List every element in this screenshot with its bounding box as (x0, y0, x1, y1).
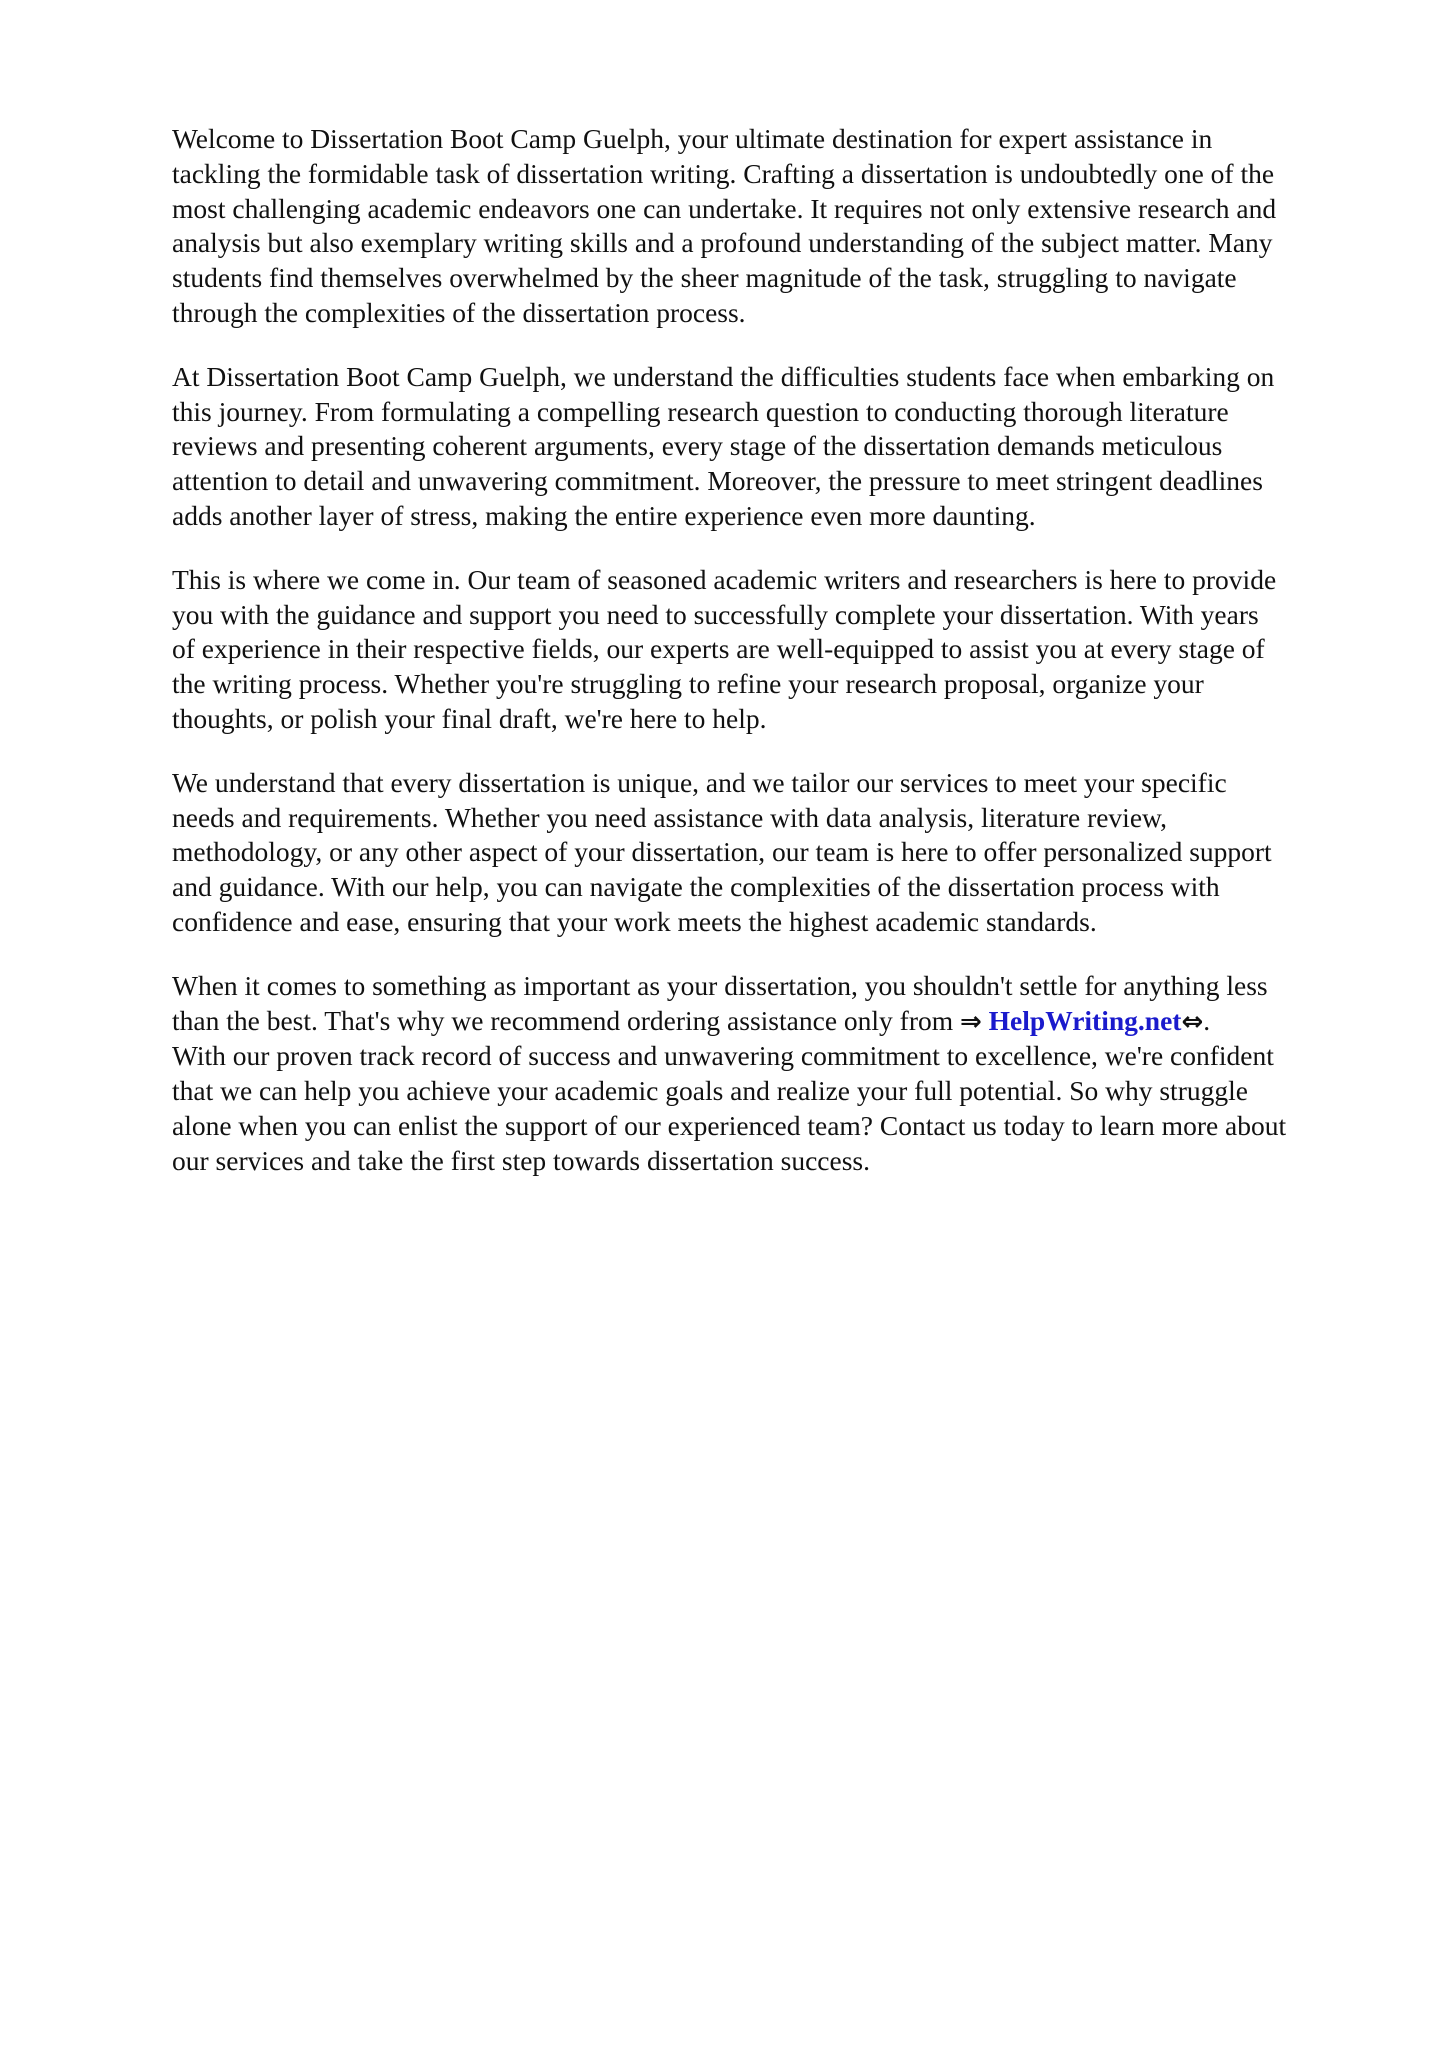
text-line: through the complexities of the dissertation process. (172, 296, 746, 328)
text-line: you with the guidance and support you need to successfully complete your dissertation. With years (172, 598, 1259, 630)
text-line: of experience in their respective fields, our experts are well-equipped to assist you at every stage of (172, 633, 1265, 665)
text-line: and guidance. With our help, you can navigate the complexities of the dissertation process with (172, 871, 1220, 903)
right-double-arrow-icon: ⇒ (960, 1006, 982, 1037)
text-line: most challenging academic endeavors one can undertake. It requires not only extensive research and (172, 192, 1277, 224)
text-line: our services and take the first step towards dissertation success. (172, 1144, 871, 1176)
helpwriting-link[interactable]: HelpWriting.net (988, 1004, 1182, 1036)
text-line: alone when you can enlist the support of our experienced team? Contact us today to learn more about (172, 1109, 1287, 1141)
text-line: methodology, or any other aspect of your dissertation, our team is here to offer personalized support (172, 836, 1272, 868)
paragraph-team (172, 563, 1372, 737)
text-line: analysis but also exemplary writing skills and a profound understanding of the subject matter. Many (172, 227, 1273, 259)
paragraph-intro (172, 122, 1372, 331)
text-segment: than the best. That's why we recommend ordering assistance only from (172, 1004, 960, 1036)
text-line: We understand that every dissertation is unique, and we tailor our services to meet your specific (172, 766, 1227, 798)
text-line: This is where we come in. Our team of seasoned academic writers and researchers is here to provide (172, 563, 1277, 595)
text-line: students find themselves overwhelmed by the sheer magnitude of the task, struggling to navigate (172, 262, 1237, 294)
text-line: confidence and ease, ensuring that your work meets the highest academic standards. (172, 905, 1097, 937)
paragraph-recommendation (172, 969, 1372, 1179)
text-line: needs and requirements. Whether you need assistance with data analysis, literature review, (172, 801, 1167, 833)
text-line: tackling the formidable task of dissertation writing. Crafting a dissertation is undoubtedly one of the (172, 157, 1275, 189)
text-line-with-link (172, 1004, 1372, 1040)
text-segment: . (1203, 1004, 1211, 1036)
text-line: At Dissertation Boot Camp Guelph, we understand the difficulties students face when embarking on (172, 360, 1275, 392)
paragraph-difficulties (172, 360, 1372, 534)
text-line: that we can help you achieve your academic goals and realize your full potential. So why struggle (172, 1075, 1248, 1107)
text-line: With our proven track record of success and unwavering commitment to excellence, we're confident (172, 1040, 1274, 1072)
text-line: Welcome to Dissertation Boot Camp Guelph, your ultimate destination for expert assistance in (172, 123, 1213, 154)
text-line: reviews and presenting coherent arguments, every stage of the dissertation demands meticulous (172, 430, 1223, 462)
text-line: attention to detail and unwavering commitment. Moreover, the pressure to meet stringent deadlines (172, 465, 1263, 497)
paragraph-tailored (172, 766, 1372, 940)
text-line: thoughts, or polish your final draft, we're here to help. (172, 702, 767, 734)
text-line: When it comes to something as important as your dissertation, you shouldn't settle for anything less (172, 969, 1268, 1001)
text-line: adds another layer of stress, making the entire experience even more daunting. (172, 499, 1036, 531)
document-body (172, 122, 1372, 1208)
text-line: this journey. From formulating a compelling research question to conducting thorough literature (172, 395, 1229, 427)
text-line: the writing process. Whether you're struggling to refine your research proposal, organize your (172, 668, 1204, 700)
left-right-double-arrow-icon: ⇔ (1181, 1006, 1204, 1037)
